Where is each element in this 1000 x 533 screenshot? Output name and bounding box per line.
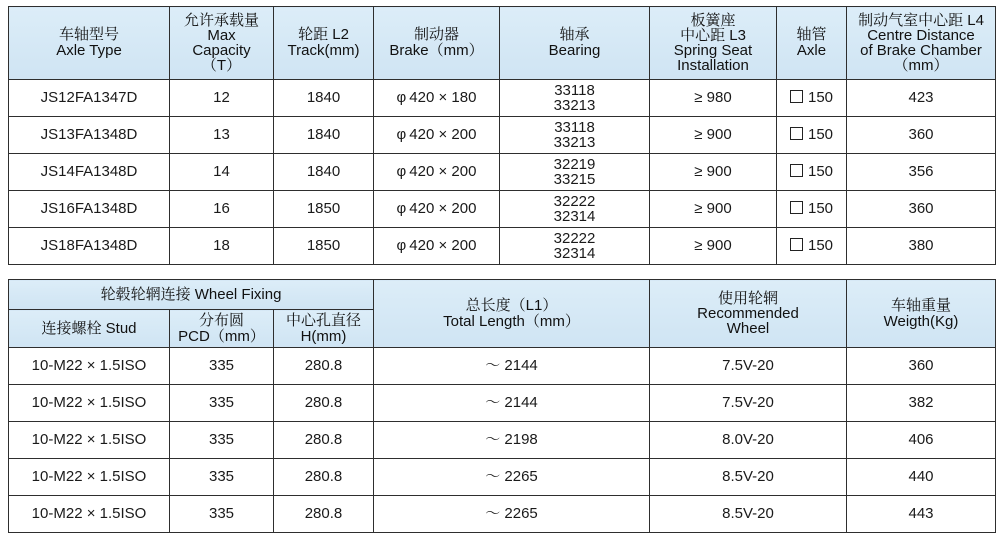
cell-center-hole: 280.8 [274,496,374,533]
cell-spring-seat: ≥ 900 [650,117,777,154]
axle-spec-table [8,6,996,265]
header-brake-chamber: 制动气室中心距 L4 Centre Distance of Brake Chamber （mm） [847,7,996,80]
cell-brake-chamber: 360 [847,117,996,154]
cell-total-length: ～ 2198 [374,422,650,459]
cell-axle [777,154,847,191]
cell-axle-type: JS13FA1348D [9,117,170,154]
cell-axle [777,117,847,154]
header-pcd: 分布圆 PCD（mm） [170,310,274,348]
diameter-symbol: φ [396,126,407,143]
cell-axle [777,228,847,265]
wheel-fixing-row [9,459,996,496]
cell-axle-type: JS16FA1348D [9,191,170,228]
header-recommended-wheel: 使用轮辋 Recommended Wheel [650,280,847,348]
brake-size: 420 × 180 [409,89,477,106]
cell-track: 1850 [274,228,374,265]
bearing-inner: 32219 [553,156,596,173]
bearing-outer: 33215 [553,171,596,188]
axle-size: 150 [807,89,834,106]
bearing-inner: 32222 [553,193,596,210]
square-section-icon [790,164,803,177]
cell-stud: 10-M22 × 1.5ISO [9,385,170,422]
cell-brake [374,80,500,117]
cell-bearing [500,117,650,154]
cell-wheel: 8.0V-20 [650,422,847,459]
cell-capacity: 13 [170,117,274,154]
wheel-fixing-row [9,385,996,422]
cell-center-hole: 280.8 [274,459,374,496]
cell-track: 1850 [274,191,374,228]
bearing-outer: 33213 [553,97,596,114]
cell-weight: 440 [847,459,996,496]
axle-size: 150 [807,237,834,254]
cell-axle-type: JS12FA1347D [9,80,170,117]
header-bearing: 轴承 Bearing [500,7,650,80]
wheel-fixing-header-row [9,280,996,310]
cell-total-length: ～ 2265 [374,459,650,496]
cell-wheel: 8.5V-20 [650,459,847,496]
wheel-fixing-row [9,496,996,533]
axle-spec-row [9,154,996,191]
cell-total-length: ～ 2265 [374,496,650,533]
cell-track: 1840 [274,154,374,191]
header-max-capacity: 允许承载量 Max Capacity （T） [170,7,274,80]
square-section-icon [790,90,803,103]
header-center-hole: 中心孔直径 H(mm) [274,310,374,348]
bearing-inner: 32222 [553,230,596,247]
brake-size: 420 × 200 [409,200,477,217]
cell-bearing [500,228,650,265]
axle-spec-header-row [9,7,996,80]
bearing-outer: 32314 [553,208,596,225]
cell-axle [777,80,847,117]
cell-center-hole: 280.8 [274,422,374,459]
wheel-fixing-row [9,422,996,459]
brake-size: 420 × 200 [409,126,477,143]
bearing-inner: 33118 [554,119,595,136]
axle-spec-row [9,228,996,265]
cell-brake-chamber: 360 [847,191,996,228]
cell-stud: 10-M22 × 1.5ISO [9,422,170,459]
header-total-length: 总长度（L1） Total Length（mm） [374,280,650,348]
cell-brake [374,154,500,191]
cell-brake [374,191,500,228]
cell-capacity: 18 [170,228,274,265]
axle-size: 150 [807,126,834,143]
cell-total-length: ～ 2144 [374,385,650,422]
square-section-icon [790,127,803,140]
cell-wheel: 8.5V-20 [650,496,847,533]
cell-stud: 10-M22 × 1.5ISO [9,459,170,496]
cell-pcd: 335 [170,385,274,422]
header-axle-weight: 车轴重量 Weigth(Kg) [847,280,996,348]
header-wheel-fixing: 轮毂轮辋连接 Wheel Fixing [9,280,374,310]
axle-size: 150 [807,200,834,217]
cell-bearing [500,191,650,228]
square-section-icon [790,238,803,251]
cell-weight: 406 [847,422,996,459]
cell-stud: 10-M22 × 1.5ISO [9,348,170,385]
bearing-inner: 33118 [554,82,595,99]
cell-weight: 382 [847,385,996,422]
cell-wheel: 7.5V-20 [650,348,847,385]
bearing-outer: 32314 [553,245,596,262]
header-stud: 连接螺栓 Stud [9,310,170,348]
cell-spring-seat: ≥ 900 [650,191,777,228]
brake-size: 420 × 200 [409,163,477,180]
diameter-symbol: φ [396,237,407,254]
cell-brake-chamber: 423 [847,80,996,117]
diameter-symbol: φ [396,200,407,217]
cell-brake [374,228,500,265]
brake-size: 420 × 200 [409,237,477,254]
cell-capacity: 12 [170,80,274,117]
cell-axle [777,191,847,228]
diameter-symbol: φ [396,89,407,106]
bearing-outer: 33213 [553,134,596,151]
cell-spring-seat: ≥ 900 [650,228,777,265]
cell-capacity: 16 [170,191,274,228]
cell-pcd: 335 [170,422,274,459]
axle-spec-row [9,117,996,154]
wheel-fixing-row [9,348,996,385]
axle-spec-row [9,80,996,117]
cell-weight: 360 [847,348,996,385]
cell-pcd: 335 [170,496,274,533]
cell-bearing [500,80,650,117]
header-axle-type: 车轴型号 Axle Type [9,7,170,80]
cell-wheel: 7.5V-20 [650,385,847,422]
header-track: 轮距 L2 Track(mm) [274,7,374,80]
header-axle: 轴管 Axle [777,7,847,80]
cell-total-length: ～ 2144 [374,348,650,385]
cell-spring-seat: ≥ 980 [650,80,777,117]
cell-bearing [500,154,650,191]
cell-spring-seat: ≥ 900 [650,154,777,191]
axle-spec-row [9,191,996,228]
cell-pcd: 335 [170,348,274,385]
cell-brake [374,117,500,154]
diameter-symbol: φ [396,163,407,180]
cell-brake-chamber: 380 [847,228,996,265]
cell-pcd: 335 [170,459,274,496]
header-spring-seat: 板簧座 中心距 L3 Spring Seat Installation [650,7,777,80]
cell-brake-chamber: 356 [847,154,996,191]
cell-track: 1840 [274,117,374,154]
cell-track: 1840 [274,80,374,117]
cell-axle-type: JS18FA1348D [9,228,170,265]
header-brake: 制动器 Brake（mm） [374,7,500,80]
cell-weight: 443 [847,496,996,533]
cell-axle-type: JS14FA1348D [9,154,170,191]
wheel-fixing-table [8,279,996,533]
axle-size: 150 [807,163,834,180]
cell-center-hole: 280.8 [274,385,374,422]
cell-center-hole: 280.8 [274,348,374,385]
cell-stud: 10-M22 × 1.5ISO [9,496,170,533]
square-section-icon [790,201,803,214]
cell-capacity: 14 [170,154,274,191]
